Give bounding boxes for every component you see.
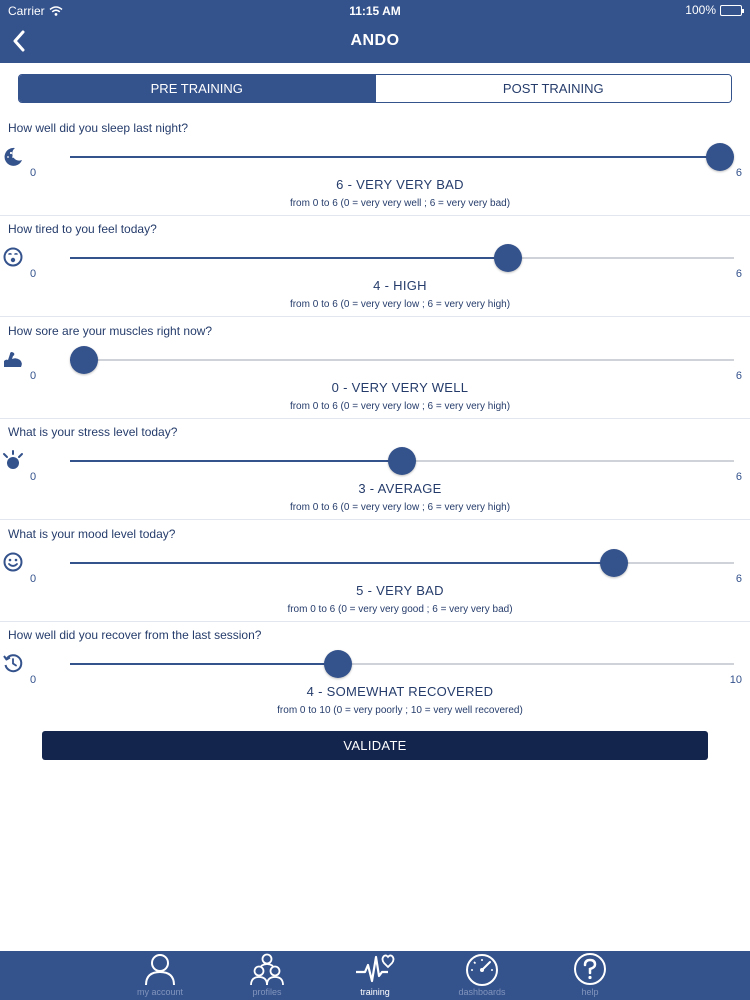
- tab-dashboards[interactable]: [437, 951, 527, 1000]
- slider-min-label: 0: [30, 268, 37, 280]
- slider-thumb[interactable]: [388, 447, 416, 475]
- slider-fill: [70, 460, 402, 462]
- slider-range-hint: from 0 to 6 (0 = very very good ; 6 = very very bad): [287, 604, 513, 615]
- slider-thumb[interactable]: [324, 650, 352, 678]
- slider-value-label: 0 - VERY VERY WELL: [331, 380, 469, 395]
- tab-label: dashboards: [458, 987, 506, 997]
- slider-max-label: 6: [735, 573, 742, 585]
- question-stress: [0, 419, 750, 520]
- slider-fill: [70, 562, 614, 564]
- slider-max-label: 10: [729, 674, 742, 686]
- stress-icon: [2, 449, 24, 471]
- question-text: What is your mood level today?: [8, 527, 176, 541]
- muscle-arm-icon: [2, 348, 24, 370]
- slider-min-label: 0: [30, 167, 37, 179]
- slider-range-hint: from 0 to 10 (0 = very poorly ; 10 = very well recovered): [277, 705, 523, 716]
- training-segmented-control: [18, 74, 732, 103]
- question-text: How sore are your muscles right now?: [8, 324, 213, 338]
- slider-range-hint: from 0 to 6 (0 = very very low ; 6 = very very high): [289, 299, 511, 310]
- question-text: How well did you recover from the last session?: [8, 628, 262, 642]
- stress-slider[interactable]: [70, 460, 734, 462]
- question-mood: [0, 521, 750, 622]
- tab-help[interactable]: [545, 951, 635, 1000]
- tab-pre-training[interactable]: PRE TRAINING: [19, 75, 375, 102]
- slider-thumb[interactable]: [70, 346, 98, 374]
- tab-post-training[interactable]: POST TRAINING: [375, 75, 732, 102]
- battery-percentage: 100%: [685, 3, 716, 17]
- slider-min-label: 0: [30, 370, 37, 382]
- tab-my-account[interactable]: [115, 951, 205, 1000]
- speedometer-icon: [464, 952, 500, 986]
- slider-fill: [70, 257, 508, 259]
- question-recovery: [0, 622, 750, 723]
- question-text: How tired to you feel today?: [8, 222, 157, 236]
- tab-label: training: [360, 987, 390, 997]
- soreness-slider[interactable]: [70, 359, 734, 361]
- slider-value-label: 6 - VERY VERY BAD: [336, 177, 464, 192]
- slider-max-label: 6: [735, 268, 742, 280]
- app-header: [0, 0, 750, 63]
- user-icon: [142, 952, 178, 986]
- tab-label: profiles: [252, 987, 282, 997]
- slider-thumb[interactable]: [494, 244, 522, 272]
- battery-icon: [720, 5, 742, 16]
- slider-max-label: 6: [735, 471, 742, 483]
- question-sleep: [0, 115, 750, 216]
- tab-label: my account: [136, 987, 184, 997]
- slider-value-label: 4 - SOMEWHAT RECOVERED: [306, 684, 494, 699]
- slider-value-label: 3 - AVERAGE: [358, 481, 442, 496]
- slider-range-hint: from 0 to 6 (0 = very very low ; 6 = very very high): [289, 502, 511, 513]
- smiley-icon: [2, 551, 24, 573]
- slider-range-hint: from 0 to 6 (0 = very very low ; 6 = very very high): [289, 401, 511, 412]
- validate-button[interactable]: VALIDATE: [42, 731, 708, 760]
- heart-pulse-icon: [355, 952, 395, 986]
- slider-value-label: 4 - HIGH: [373, 278, 427, 293]
- help-icon: [572, 952, 608, 986]
- status-time: 11:15 AM: [349, 4, 401, 18]
- tab-training[interactable]: [330, 951, 420, 1000]
- slider-min-label: 0: [30, 573, 37, 585]
- tiredness-slider[interactable]: [70, 257, 734, 259]
- slider-max-label: 6: [735, 370, 742, 382]
- question-text: What is your stress level today?: [8, 425, 178, 439]
- tab-profiles[interactable]: [222, 951, 312, 1000]
- slider-fill: [70, 156, 720, 158]
- slider-fill: [70, 663, 338, 665]
- history-icon: [2, 652, 24, 674]
- status-bar: [0, 0, 750, 22]
- question-soreness: [0, 318, 750, 419]
- slider-range-hint: from 0 to 6 (0 = very very well ; 6 = very very bad): [289, 198, 511, 209]
- recovery-slider[interactable]: [70, 663, 734, 665]
- sleep-slider[interactable]: [70, 156, 734, 158]
- battery-indicator: [685, 3, 742, 17]
- slider-max-label: 6: [735, 167, 742, 179]
- group-icon: [249, 952, 285, 986]
- carrier-label: Carrier: [8, 4, 45, 18]
- question-tiredness: [0, 216, 750, 317]
- slider-min-label: 0: [30, 471, 37, 483]
- page-title: ANDO: [350, 32, 400, 49]
- tab-label: help: [581, 987, 599, 997]
- moon-icon: [2, 145, 24, 167]
- slider-thumb[interactable]: [600, 549, 628, 577]
- bottom-tab-bar: [0, 951, 750, 1000]
- slider-thumb[interactable]: [706, 143, 734, 171]
- mood-slider[interactable]: [70, 562, 734, 564]
- question-text: How well did you sleep last night?: [8, 121, 189, 135]
- slider-min-label: 0: [30, 674, 37, 686]
- tired-face-icon: [2, 246, 24, 268]
- slider-value-label: 5 - VERY BAD: [356, 583, 444, 598]
